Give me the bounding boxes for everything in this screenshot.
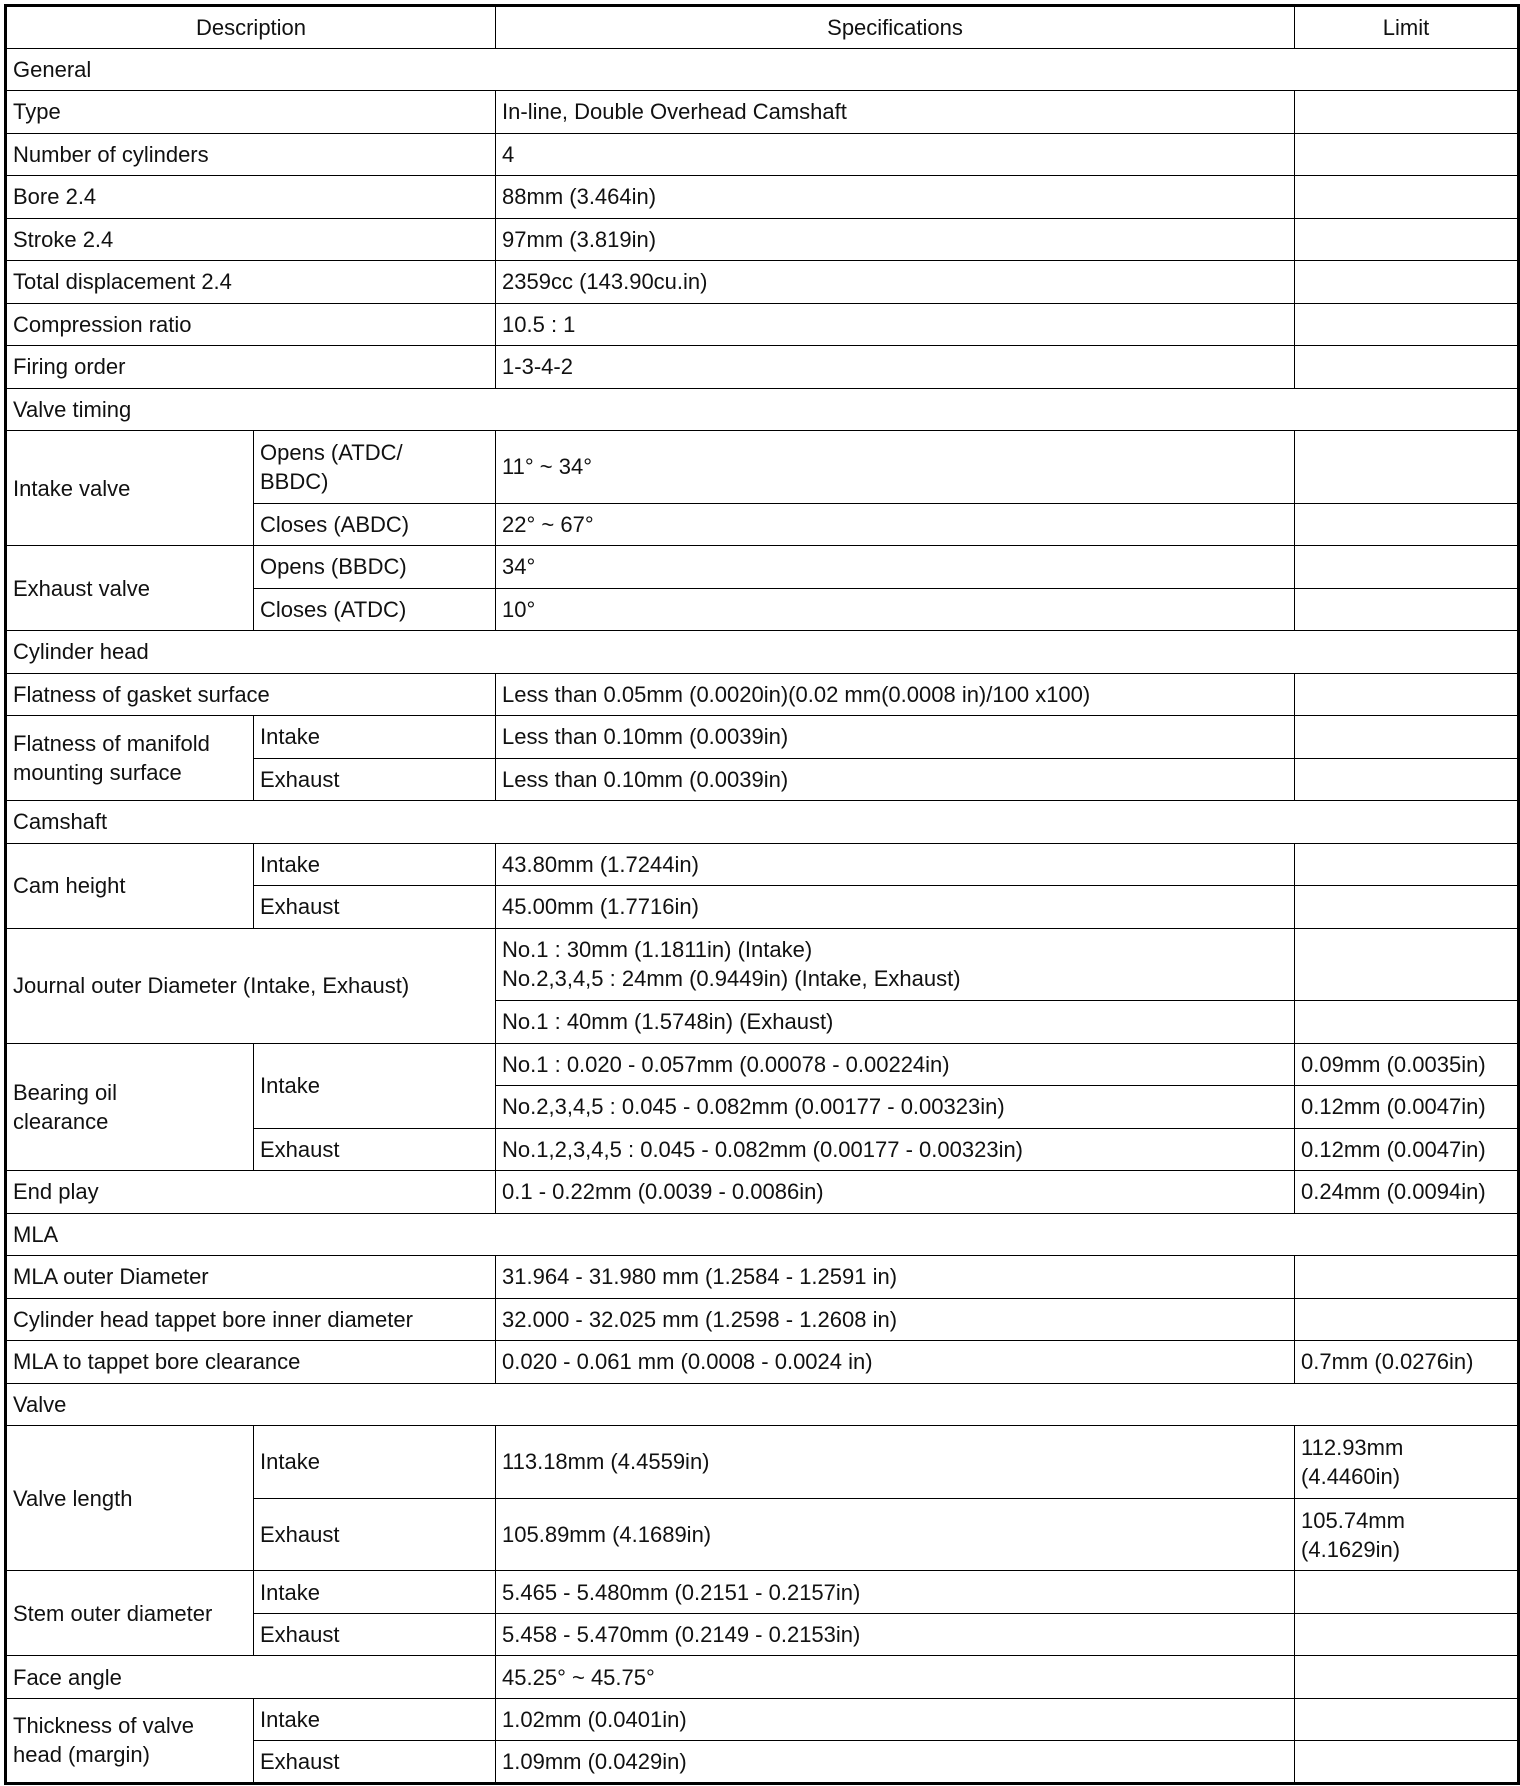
- section-row: [6, 801, 1519, 844]
- table-row: [6, 1256, 1519, 1299]
- table-cell: 45.25° ~ 45.75°: [496, 1656, 1295, 1699]
- table-row: [6, 431, 1519, 504]
- table-row: [6, 673, 1519, 716]
- section-title: General: [6, 48, 1519, 91]
- table-row: [6, 1298, 1519, 1341]
- column-header: Limit: [1295, 6, 1519, 49]
- table-row: [6, 928, 1519, 1001]
- table-cell: Thickness of valve head (margin): [6, 1698, 254, 1783]
- table-cell: Valve length: [6, 1426, 254, 1571]
- table-row: [6, 261, 1519, 304]
- table-cell: 112.93mm (4.4460in): [1295, 1426, 1519, 1499]
- table-row: [6, 303, 1519, 346]
- table-cell: MLA outer Diameter: [6, 1256, 496, 1299]
- table-row: [6, 1171, 1519, 1214]
- table-cell: 1.09mm (0.0429in): [496, 1741, 1295, 1784]
- table-cell: [1295, 673, 1519, 716]
- table-cell: No.1 : 40mm (1.5748in) (Exhaust): [496, 1001, 1295, 1044]
- table-cell: 32.000 - 32.025 mm (1.2598 - 1.2608 in): [496, 1298, 1295, 1341]
- table-cell: [1295, 1001, 1519, 1044]
- table-cell: Stroke 2.4: [6, 218, 496, 261]
- table-cell: Firing order: [6, 346, 496, 389]
- table-cell: Bore 2.4: [6, 176, 496, 219]
- section-title: Cylinder head: [6, 631, 1519, 674]
- table-cell: [1295, 1571, 1519, 1614]
- table-cell: [1295, 1656, 1519, 1699]
- table-cell: [1295, 886, 1519, 929]
- table-cell: Exhaust: [254, 1613, 496, 1656]
- table-cell: [1295, 261, 1519, 304]
- table-cell: Exhaust: [254, 1741, 496, 1784]
- table-cell: End play: [6, 1171, 496, 1214]
- section-row: [6, 631, 1519, 674]
- table-cell: [1295, 503, 1519, 546]
- table-row: [6, 1426, 1519, 1499]
- table-cell: Exhaust: [254, 1128, 496, 1171]
- table-cell: [1295, 1741, 1519, 1784]
- table-cell: Intake: [254, 1571, 496, 1614]
- table-row: [6, 843, 1519, 886]
- table-cell: Less than 0.10mm (0.0039in): [496, 716, 1295, 759]
- table-cell: Less than 0.05mm (0.0020in)(0.02 mm(0.0008 in)/100 x100): [496, 673, 1295, 716]
- table-cell: [1295, 843, 1519, 886]
- table-cell: 2359cc (143.90cu.in): [496, 261, 1295, 304]
- table-cell: [1295, 346, 1519, 389]
- table-cell: [1295, 546, 1519, 589]
- table-cell: [1295, 588, 1519, 631]
- table-cell: Journal outer Diameter (Intake, Exhaust): [6, 928, 496, 1043]
- table-cell: 10.5 : 1: [496, 303, 1295, 346]
- table-row: [6, 91, 1519, 134]
- table-cell: Intake: [254, 1043, 496, 1128]
- table-cell: 45.00mm (1.7716in): [496, 886, 1295, 929]
- table-cell: Exhaust valve: [6, 546, 254, 631]
- header-row: [6, 6, 1519, 49]
- table-cell: 43.80mm (1.7244in): [496, 843, 1295, 886]
- table-cell: [1295, 218, 1519, 261]
- table-cell: Flatness of gasket surface: [6, 673, 496, 716]
- table-cell: 0.1 - 0.22mm (0.0039 - 0.0086in): [496, 1171, 1295, 1214]
- table-cell: [1295, 758, 1519, 801]
- table-cell: 5.465 - 5.480mm (0.2151 - 0.2157in): [496, 1571, 1295, 1614]
- table-cell: Type: [6, 91, 496, 134]
- table-cell: Face angle: [6, 1656, 496, 1699]
- section-title: Camshaft: [6, 801, 1519, 844]
- table-cell: Intake valve: [6, 431, 254, 546]
- table-cell: 4: [496, 133, 1295, 176]
- table-cell: [1295, 1298, 1519, 1341]
- table-cell: [1295, 1613, 1519, 1656]
- table-cell: Intake: [254, 1698, 496, 1741]
- table-cell: No.1,2,3,4,5 : 0.045 - 0.082mm (0.00177 - 0.00323in): [496, 1128, 1295, 1171]
- table-cell: 0.12mm (0.0047in): [1295, 1128, 1519, 1171]
- table-cell: Intake: [254, 1426, 496, 1499]
- table-row: [6, 1571, 1519, 1614]
- section-title: Valve timing: [6, 388, 1519, 431]
- table-cell: 0.24mm (0.0094in): [1295, 1171, 1519, 1214]
- section-title: MLA: [6, 1213, 1519, 1256]
- table-row: [6, 346, 1519, 389]
- table-cell: Cam height: [6, 843, 254, 928]
- table-cell: 113.18mm (4.4559in): [496, 1426, 1295, 1499]
- table-cell: Opens (BBDC): [254, 546, 496, 589]
- table-cell: Exhaust: [254, 1498, 496, 1571]
- table-cell: [1295, 91, 1519, 134]
- table-cell: 1-3-4-2: [496, 346, 1295, 389]
- table-cell: [1295, 176, 1519, 219]
- table-cell: 0.09mm (0.0035in): [1295, 1043, 1519, 1086]
- table-cell: 34°: [496, 546, 1295, 589]
- table-cell: 0.12mm (0.0047in): [1295, 1086, 1519, 1129]
- table-row: [6, 1341, 1519, 1384]
- table-cell: [1295, 1698, 1519, 1741]
- table-cell: Exhaust: [254, 886, 496, 929]
- section-row: [6, 1383, 1519, 1426]
- table-cell: 105.89mm (4.1689in): [496, 1498, 1295, 1571]
- table-cell: Less than 0.10mm (0.0039in): [496, 758, 1295, 801]
- table-cell: [1295, 303, 1519, 346]
- table-row: [6, 133, 1519, 176]
- section-row: [6, 388, 1519, 431]
- table-cell: Flatness of manifold mounting surface: [6, 716, 254, 801]
- table-cell: Compression ratio: [6, 303, 496, 346]
- table-row: [6, 218, 1519, 261]
- table-body: [6, 6, 1519, 1784]
- table-cell: Number of cylinders: [6, 133, 496, 176]
- table-row: [6, 546, 1519, 589]
- table-cell: 88mm (3.464in): [496, 176, 1295, 219]
- table-cell: MLA to tappet bore clearance: [6, 1341, 496, 1384]
- table-cell: Exhaust: [254, 758, 496, 801]
- table-cell: 105.74mm (4.1629in): [1295, 1498, 1519, 1571]
- table-cell: No.1 : 30mm (1.1811in) (Intake) No.2,3,4,5 : 24mm (0.9449in) (Intake, Exhaust): [496, 928, 1295, 1001]
- table-cell: 5.458 - 5.470mm (0.2149 - 0.2153in): [496, 1613, 1295, 1656]
- section-title: Valve: [6, 1383, 1519, 1426]
- table-row: [6, 716, 1519, 759]
- table-cell: No.1 : 0.020 - 0.057mm (0.00078 - 0.00224in): [496, 1043, 1295, 1086]
- section-row: [6, 1213, 1519, 1256]
- table-cell: Closes (ABDC): [254, 503, 496, 546]
- table-cell: In-line, Double Overhead Camshaft: [496, 91, 1295, 134]
- table-row: [6, 1698, 1519, 1741]
- section-row: [6, 48, 1519, 91]
- table-cell: Intake: [254, 843, 496, 886]
- table-cell: Closes (ATDC): [254, 588, 496, 631]
- engine-specifications-table: [4, 4, 1520, 1785]
- table-cell: Intake: [254, 716, 496, 759]
- table-cell: 97mm (3.819in): [496, 218, 1295, 261]
- table-cell: [1295, 928, 1519, 1001]
- table-cell: Opens (ATDC/ BBDC): [254, 431, 496, 504]
- table-row: [6, 176, 1519, 219]
- table-cell: [1295, 431, 1519, 504]
- table-cell: Total displacement 2.4: [6, 261, 496, 304]
- table-cell: 22° ~ 67°: [496, 503, 1295, 546]
- table-cell: [1295, 133, 1519, 176]
- table-cell: 1.02mm (0.0401in): [496, 1698, 1295, 1741]
- table-cell: 11° ~ 34°: [496, 431, 1295, 504]
- table-row: [6, 1656, 1519, 1699]
- table-cell: Stem outer diameter: [6, 1571, 254, 1656]
- table-cell: Bearing oil clearance: [6, 1043, 254, 1171]
- column-header: Specifications: [496, 6, 1295, 49]
- table-cell: 10°: [496, 588, 1295, 631]
- table-cell: 31.964 - 31.980 mm (1.2584 - 1.2591 in): [496, 1256, 1295, 1299]
- table-cell: Cylinder head tappet bore inner diameter: [6, 1298, 496, 1341]
- table-cell: [1295, 1256, 1519, 1299]
- table-cell: 0.020 - 0.061 mm (0.0008 - 0.0024 in): [496, 1341, 1295, 1384]
- table-cell: [1295, 716, 1519, 759]
- table-row: [6, 1043, 1519, 1086]
- column-header: Description: [6, 6, 496, 49]
- table-cell: 0.7mm (0.0276in): [1295, 1341, 1519, 1384]
- table-cell: No.2,3,4,5 : 0.045 - 0.082mm (0.00177 - 0.00323in): [496, 1086, 1295, 1129]
